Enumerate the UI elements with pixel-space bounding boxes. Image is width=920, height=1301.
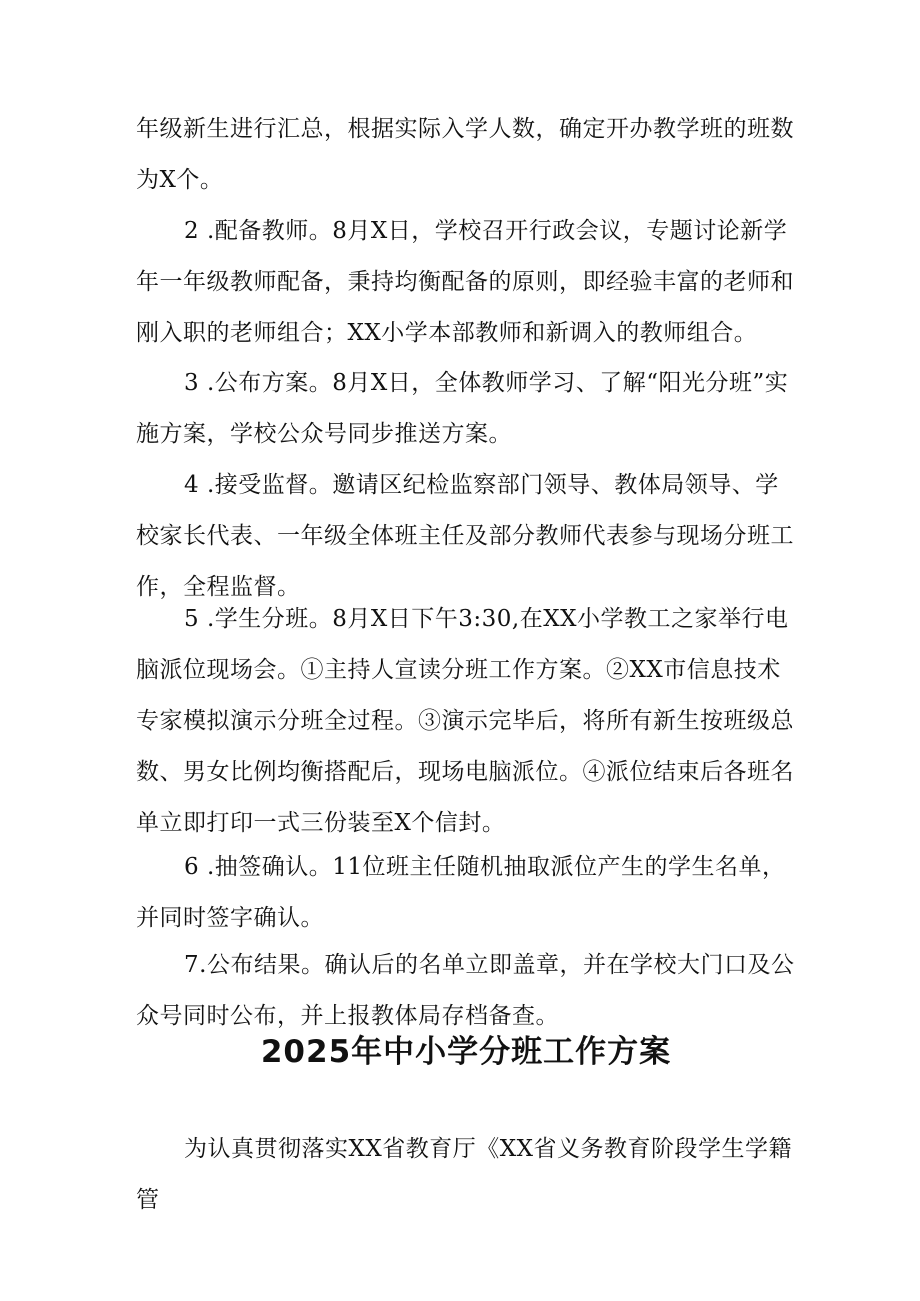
paragraph-step-2: 2 .配备教师。8月X日，学校召开行政会议，专题讨论新学年一年级教师配备，秉持均衡配备的原则，即经验丰富的老师和刚入职的老师组合；XX小学本部教师和新调入的教师组合。 [136,218,794,346]
document-title: 2025年中小学分班工作方案 [260,1034,672,1070]
paragraph-step-3: 3 .公布方案。8月X日，全体教师学习、了解“阳光分班”实施方案，学校公众号同步推送方案。 [136,370,789,447]
paragraph-step-6: 6 .抽签确认。11位班主任随机抽取派位产生的学生名单，并同时签字确认。 [136,854,786,931]
paragraph-intro: 为认真贯彻落实XX省教育厅《XX省义务教育阶段学生学籍管 [136,1136,792,1213]
paragraph-continuation: 年级新生进行汇总，根据实际入学人数，确定开办教学班的班数为X个。 [136,116,794,193]
paragraph-step-7: 7.公布结果。确认后的名单立即盖章，并在学校大门口及公众号同时公布，并上报教体局存档备查。 [136,952,795,1029]
paragraph-step-4: 4 .接受监督。邀请区纪检监察部门领导、教体局领导、学校家长代表、一年级全体班主任及部分教师代表参与现场分班工作，全程监督。 [136,472,794,600]
paragraph-step-5: 5 .学生分班。8月X日下午3:30,在XX小学教工之家举行电脑派位现场会。①主持人宣读分班工作方案。②XX市信息技术专家模拟演示分班全过程。③演示完毕后，将所有新生按班级总数、男女比例均衡搭配后，现场电脑派位。④派位结束后各班名单立即打印一式三份装至X个信封。 [136,606,794,836]
